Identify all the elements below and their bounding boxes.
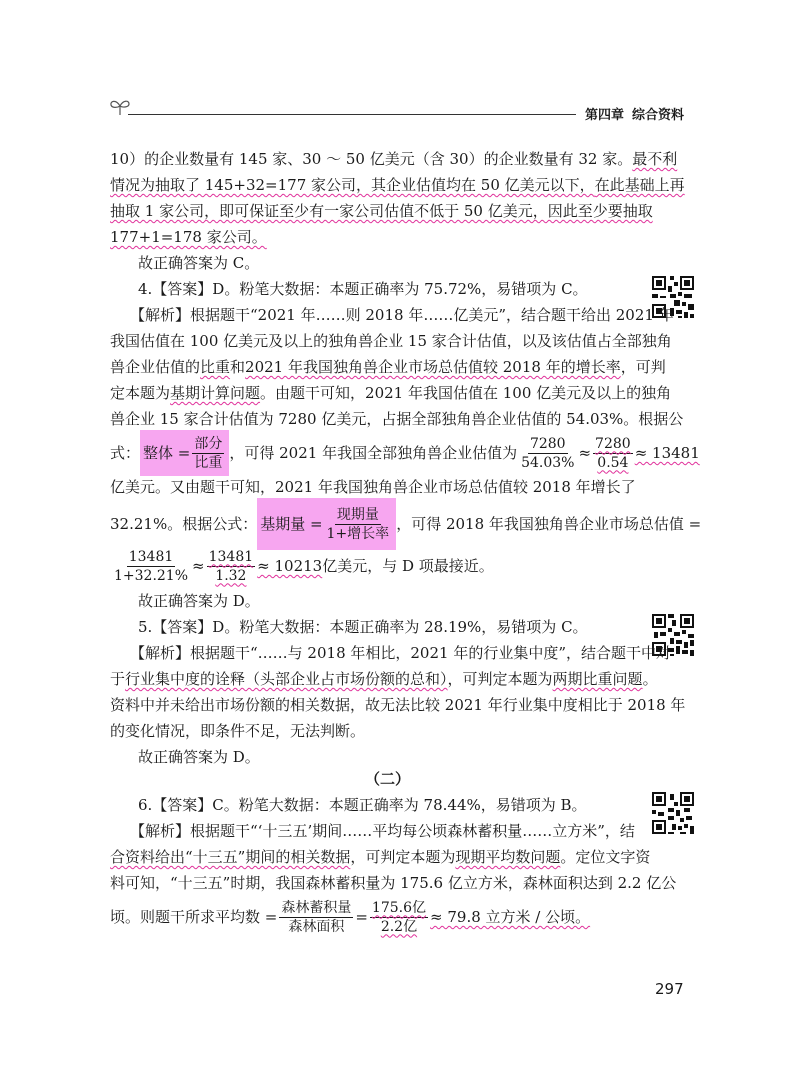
- text-line: 资料中并未给出市场份额的相关数据，故无法比较 2021 年行业集中度相比于 2018 年: [110, 696, 686, 714]
- answer-heading: 6.【答案】C。粉笔大数据：本题正确率为 78.44%，易错项为 B。: [138, 796, 587, 814]
- formula-line: 顷。则题干所求平均数 = $\frac{\text{森林蓄积量}}{\text{森林面积}}$ = $\frac{\text{175.6亿}}{\text{2.2亿}}$ ≈ 79.8 立方米 / 公顷。: [110, 899, 591, 935]
- answer-heading: 4.【答案】D。粉笔大数据：本题正确率为 75.72%，易错项为 C。: [138, 280, 588, 298]
- formula-line: 式： 整体 = $\frac{\text{部分}}{\text{比重}}$ ，可得 2021 年我国全部独角兽企业估值为 $\frac{7280}{54.03\%}$ ≈ $\frac{7280}{0.54}$ ≈ 13481: [110, 430, 700, 476]
- text-line: 177+1=178 家公司。: [110, 228, 267, 246]
- page-number: 297: [655, 980, 684, 998]
- text-line: 定本题为基期计算问题。由题干可知，2021 年我国估值在 100 亿美元及以上的独角: [110, 384, 672, 402]
- text-line: 于行业集中度的诠释（头部企业占市场份额的总和），可判定本题为两期比重问题。: [110, 670, 658, 688]
- text-line: 兽企业估值的比重和2021 年我国独角兽企业市场总估值较 2018 年的增长率，可判: [110, 358, 666, 376]
- formula-line: 32.21%。根据公式： 基期量 = $\frac{\text{现期量}}{\text{1+增长率}}$ ，可得 2018 年我国独角兽企业市场总估值 =: [110, 498, 701, 550]
- text-line: 故正确答案为 D。: [138, 592, 260, 610]
- answer-heading: 5.【答案】D。粉笔大数据：本题正确率为 28.19%，易错项为 C。: [138, 618, 588, 636]
- text-line: 【解析】根据题干“‘十三五’期间……平均每公顷森林蓄积量……立方米”，结: [130, 822, 635, 840]
- text-line: 情况为抽取了 145+32=177 家公司，其企业估值均在 50 亿美元以下，在此基础上再: [110, 176, 685, 194]
- text-line: 故正确答案为 C。: [138, 254, 260, 272]
- text-line: 料可知，“十三五”时期，我国森林蓄积量为 175.6 亿立方米，森林面积达到 2.2 亿公: [110, 874, 677, 892]
- header-rule: [128, 114, 576, 115]
- text-line: 兽企业 15 家合计估值为 7280 亿美元，占据全部独角兽企业估值的 54.03%。根据公: [110, 410, 684, 428]
- formula-line: $\frac{13481}{1+32.21\%}$ ≈ $\frac{13481}{1.32}$ ≈ 10213 亿美元，与 D 项最接近。: [114, 548, 494, 584]
- text-line: 我国估值在 100 亿美元及以上的独角兽企业 15 家合计估值，以及该估值占全部独角: [110, 332, 672, 350]
- formula-highlight: 整体 = $\frac{\text{部分}}{\text{比重}}$: [140, 430, 229, 476]
- text-line: 合资料给出“十三五”期间的相关数据，可判定本题为现期平均数问题。定位文字资: [110, 848, 651, 866]
- section-label: 综合资料: [632, 108, 685, 123]
- text-line: 的变化情况，即条件不足，无法判断。: [110, 722, 366, 740]
- text-line: 10）的企业数量有 145 家、30 ～ 50 亿美元（含 30）的企业数量有 32 家。最不利: [110, 150, 678, 168]
- formula-highlight: 基期量 = $\frac{\text{现期量}}{\text{1+增长率}}$: [257, 498, 396, 550]
- text-line: 故正确答案为 D。: [138, 748, 260, 766]
- section-marker: （二）: [365, 770, 411, 788]
- text-line: 亿美元。又由题干可知，2021 年我国独角兽企业市场总估值较 2018 年增长了: [110, 478, 636, 496]
- qr-code-icon: [650, 790, 696, 836]
- text-line: 【解析】根据题干“……与 2018 年相比，2021 年的行业集中度”，结合题干中对: [130, 644, 671, 662]
- text-line: 抽取 1 家公司，即可保证至少有一家公司估值不低于 50 亿美元，因此至少要抽取: [110, 202, 653, 220]
- chapter-label: 第四章: [585, 108, 625, 123]
- text-line: 【解析】根据题干“2021 年……则 2018 年……亿美元”，结合题干给出 2021 年: [130, 306, 674, 324]
